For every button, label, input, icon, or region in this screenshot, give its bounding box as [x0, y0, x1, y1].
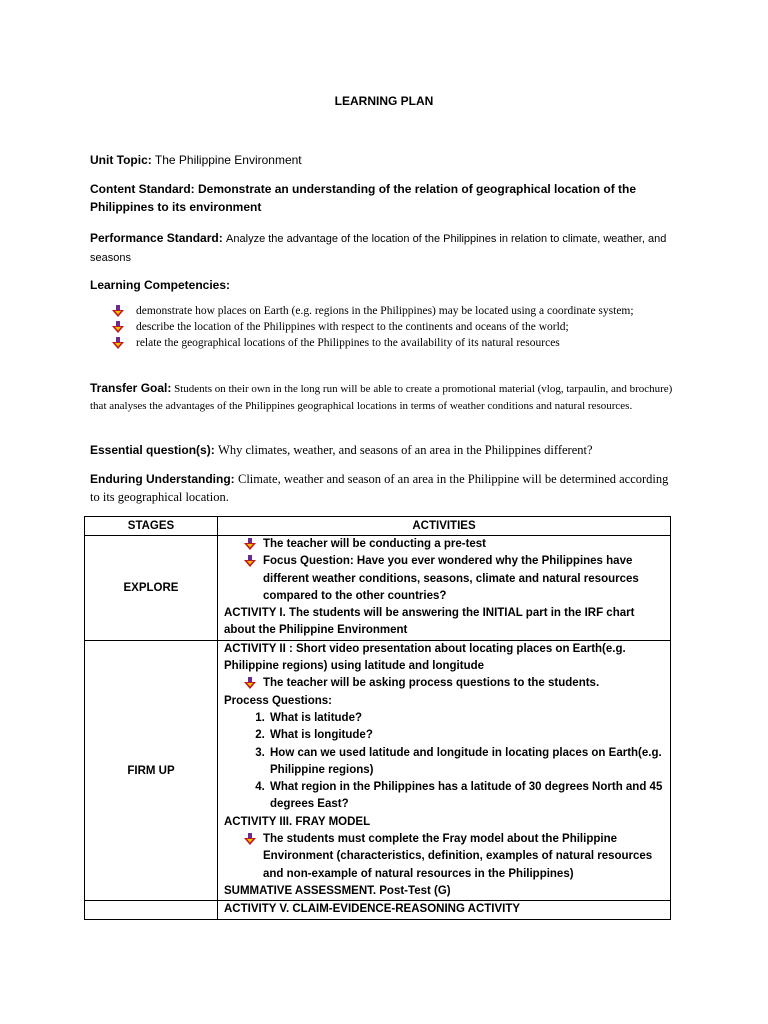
competency-text: describe the location of the Philippines with respect to the continents and oceans of the world; [136, 321, 569, 333]
explore-activity-text: ACTIVITY I. The students will be answering the INITIAL part in the IRF chart about the Philippine Environment [224, 607, 635, 637]
table-header-row [85, 517, 671, 536]
process-questions-list [224, 710, 664, 814]
question-item: 4. What region in the Philippines has a latitude of 30 degrees North and 45 degrees East? [268, 779, 664, 814]
arrow-bullet-icon [244, 833, 256, 845]
arrow-bullet-icon [244, 538, 256, 550]
enduring-understanding-label: Enduring Understanding: [90, 472, 235, 486]
enduring-understanding [90, 470, 680, 506]
process-questions-label: Process Questions: [224, 694, 333, 707]
competency-item [112, 335, 672, 351]
page-title: LEARNING PLAN [334, 94, 434, 108]
table-row [85, 640, 671, 900]
activity-3-text: ACTIVITY III. FRAY MODEL [224, 815, 371, 828]
competency-item [112, 303, 672, 319]
performance-standard-value: Analyze the advantage of the location of the Philippines in relation to climate, weather, and seasons [90, 233, 667, 264]
summative-assessment-text: SUMMATIVE ASSESSMENT. Post-Test (G) [224, 884, 451, 897]
question-item: 1. What is latitude? [268, 710, 664, 727]
performance-standard [90, 229, 680, 267]
essential-question-label: Essential question(s): [90, 443, 215, 457]
explore-bullet-text: Focus Question: Have you ever wondered why the Philippines have different weather conditions, seasons, climate and natural resources compared to the other countries? [263, 555, 639, 602]
activity-5-text: ACTIVITY V. CLAIM-EVIDENCE-REASONING ACTIVITY [218, 901, 671, 919]
competency-text: relate the geographical locations of the Philippines to the availability of its natural resources [136, 337, 560, 349]
transfer-goal [90, 380, 680, 415]
firm-up-activities [218, 640, 671, 900]
firm-up-bullet-text: The students must complete the Fray model about the Philippine Environment (characteristics, definition, examples of natural resources and non-example of natural resources in the Philippines) [263, 833, 653, 880]
list-item [224, 536, 664, 553]
arrow-bullet-icon [244, 555, 256, 567]
learning-competencies-label: Learning Competencies: [90, 278, 231, 292]
stage-explore: EXPLORE [85, 536, 218, 641]
arrow-bullet-icon [112, 321, 124, 333]
question-item: 3. How can we used latitude and longitude in locating places on Earth(e.g. Philippine regions) [268, 745, 664, 780]
activities-table [84, 516, 671, 920]
table-row [85, 901, 671, 919]
arrow-bullet-icon [244, 677, 256, 689]
transfer-goal-value: Students on their own in the long run will be able to create a promotional material (vlog, tarpaulin, and brochure) that analyses the advantages of the Philippines geographical locations in terms of weather conditions and natural resources. [90, 383, 673, 412]
competency-item [112, 319, 672, 335]
activity-2-text: ACTIVITY II : Short video presentation about locating places on Earth(e.g. Philippine regions) using latitude and longitude [224, 642, 626, 673]
learning-competencies-list [112, 303, 672, 351]
learning-competencies-heading [90, 276, 680, 294]
explore-bullet-text: The teacher will be conducting a pre-test [263, 538, 487, 550]
list-item [224, 831, 664, 883]
enduring-understanding-value: Climate, weather and season of an area in the Philippine will be determined according to its geographical location. [90, 472, 669, 504]
stages-header: STAGES [85, 517, 218, 536]
competency-text: demonstrate how places on Earth (e.g. regions in the Philippines) may be located using a coordinate system; [136, 305, 634, 317]
unit-topic-label: Unit Topic: [90, 153, 152, 167]
essential-question-value: Why climates, weather, and seasons of an area in the Philippines different? [218, 443, 593, 457]
explore-activities [218, 536, 671, 641]
content-standard [90, 180, 680, 216]
content-standard-value: Demonstrate an understanding of the relation of geographical location of the Philippines to its environment [90, 182, 637, 214]
unit-topic [90, 151, 680, 169]
stage-empty [85, 901, 218, 919]
content-standard-label: Content Standard: [90, 182, 195, 196]
stage-firm-up: FIRM UP [85, 640, 218, 900]
transfer-goal-label: Transfer Goal: [90, 381, 172, 395]
list-item [224, 675, 664, 692]
performance-standard-label: Performance Standard: [90, 231, 223, 245]
essential-question [90, 441, 680, 459]
firm-up-bullet-text: The teacher will be asking process questions to the students. [263, 677, 600, 690]
list-item [224, 553, 664, 605]
table-row [85, 536, 671, 641]
arrow-bullet-icon [112, 305, 124, 317]
arrow-bullet-icon [112, 337, 124, 349]
activities-header: ACTIVITIES [218, 517, 671, 536]
unit-topic-value: The Philippine Environment [154, 153, 302, 167]
question-item: 2. What is longitude? [268, 727, 664, 744]
